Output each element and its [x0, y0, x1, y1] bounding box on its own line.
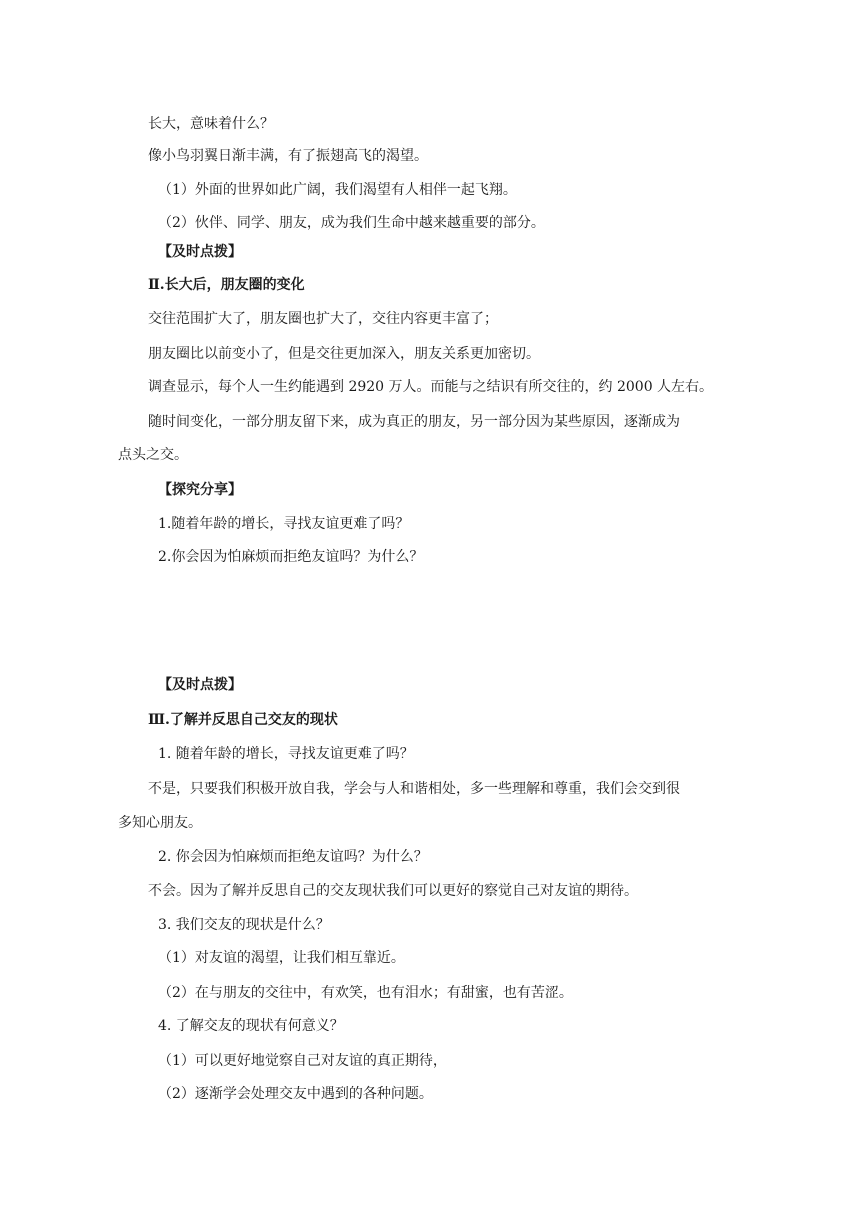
question-item: 4. 了解交友的现状有何意义？ [158, 1018, 344, 1034]
question-item: 2.你会因为怕麻烦而拒绝友谊吗？为什么？ [158, 549, 424, 565]
list-item: （2）在与朋友的交往中，有欢笑，也有泪水；有甜蜜，也有苦涩。 [158, 985, 573, 1001]
question-item: 3. 我们交友的现状是什么？ [158, 917, 330, 933]
paragraph-line: 调查显示，每个人一生约能遇到 2920 万人。而能与之结识有所交往的，约 2000 人左右。 [148, 379, 714, 395]
paragraph-line: 不是，只要我们积极开放自我，学会与人和谐相处，多一些理解和尊重，我们会交到很 [148, 781, 680, 797]
paragraph-line: 点头之交。 [118, 447, 188, 463]
paragraph-line: 朋友圈比以前变小了，但是交往更加深入，朋友关系更加密切。 [148, 346, 540, 362]
paragraph-line: 像小鸟羽翼日渐丰满，有了振翅高飞的渴望。 [148, 148, 428, 164]
list-item: （1）对友谊的渴望，让我们相互靠近。 [158, 950, 405, 966]
paragraph-line: 多知心朋友。 [118, 815, 202, 831]
list-item: （2）逐渐学会处理交友中遇到的各种问题。 [158, 1086, 433, 1102]
list-item: （1）可以更好地觉察自己对友谊的真正期待， [158, 1053, 447, 1069]
section-label: 【及时点拨】 [158, 244, 242, 260]
question-item: 2. 你会因为怕麻烦而拒绝友谊吗？为什么？ [158, 849, 428, 865]
list-item: （2）伙伴、同学、朋友，成为我们生命中越来越重要的部分。 [158, 215, 545, 231]
paragraph-line: 交往范围扩大了，朋友圈也扩大了，交往内容更丰富了； [148, 311, 498, 327]
paragraph-line: 长大，意味着什么？ [148, 116, 274, 132]
section-label: 【及时点拨】 [158, 677, 242, 693]
section-label: 【探究分享】 [158, 482, 242, 498]
paragraph-line: 随时间变化，一部分朋友留下来，成为真正的朋友，另一部分因为某些原因，逐渐成为 [148, 414, 680, 430]
section-heading: Ⅲ.了解并反思自己交友的现状 [148, 712, 338, 728]
list-item: （1）外面的世界如此广阔，我们渴望有人相伴一起飞翔。 [158, 182, 517, 198]
question-item: 1. 随着年龄的增长，寻找友谊更难了吗？ [158, 746, 414, 762]
paragraph-line: 不会。因为了解并反思自己的交友现状我们可以更好的察觉自己对友谊的期待。 [148, 883, 638, 899]
question-item: 1.随着年龄的增长，寻找友谊更难了吗？ [158, 516, 410, 532]
section-heading: Ⅱ.长大后，朋友圈的变化 [148, 277, 305, 293]
